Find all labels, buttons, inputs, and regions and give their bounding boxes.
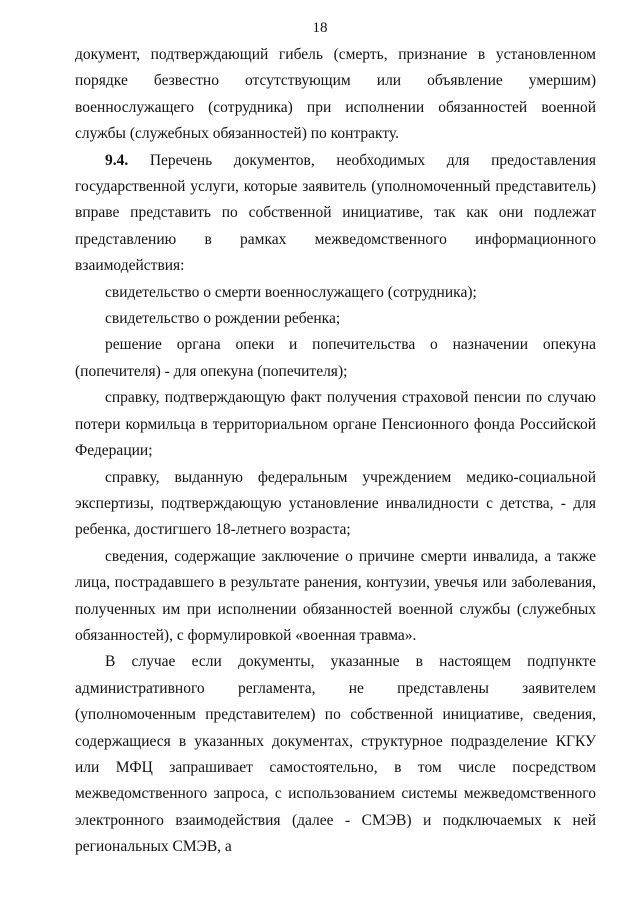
list-item-guardianship-decision: решение органа опеки и попечительства о назначении опекуна (попечителя) - для опекуна (попечителя);	[75, 336, 596, 380]
list-item-birth-certificate: свидетельство о рождении ребенка;	[105, 310, 341, 328]
list-item-death-certificate: свидетельство о смерти военнослужащего (сотрудника);	[105, 283, 477, 301]
list-item-military-trauma-info: сведения, содержащие заключение о причине смерти инвалида, а также лица, пострадавшего в результате ранения, контузии, увечья или заболевания, полученных им при исполнении обязанностей военной службы (служебных обязанностей), с формулировкой «военная травма».	[75, 547, 596, 644]
section-text: Перечень документов, необходимых для предоставления государственной услуги, которые заявитель (уполномоченный представитель) вправе представить по собственной инициативе, так как они подлежат представлению в рамках межведомственного информационного взаимодействия:	[75, 151, 596, 275]
list-item-pension-certificate: справку, подтверждающую факт получения страховой пенсии по случаю потери кормильца в территориальном органе Пенсионного фонда Российской Федерации;	[75, 389, 596, 460]
paragraph-death-document: документ, подтверждающий гибель (смерть, признание в установленном порядке безвестно отсутствующим или объявление умершим) военнослужащего (сотрудника) при исполнении обязанностей военной службы (служебных обязанностей) по контракту.	[75, 46, 596, 143]
paragraph-9-4	[75, 148, 596, 280]
body-text	[75, 42, 596, 861]
page-number: 18	[312, 20, 328, 36]
list-item-disability-certificate: справку, выданную федеральным учреждением медико-социальной экспертизы, подтверждающую установление инвалидности с детства, - для ребенка, достигшего 18-летнего возраста;	[75, 468, 596, 539]
paragraph-interagency-request: В случае если документы, указанные в настоящем подпункте административного регламента, не представлены заявителем (уполномоченным представителем) по собственной инициативе, сведения, содержащиеся в указанных документах, структурное подразделение КГКУ или МФЦ запрашивает самостоятельно, в том числе посредством межведомственного запроса, с использованием системы межведомственного электронного взаимодействия (далее - СМЭВ) и подключаемых к ней региональных СМЭВ, а	[75, 653, 596, 856]
section-number: 9.4.	[105, 151, 129, 169]
